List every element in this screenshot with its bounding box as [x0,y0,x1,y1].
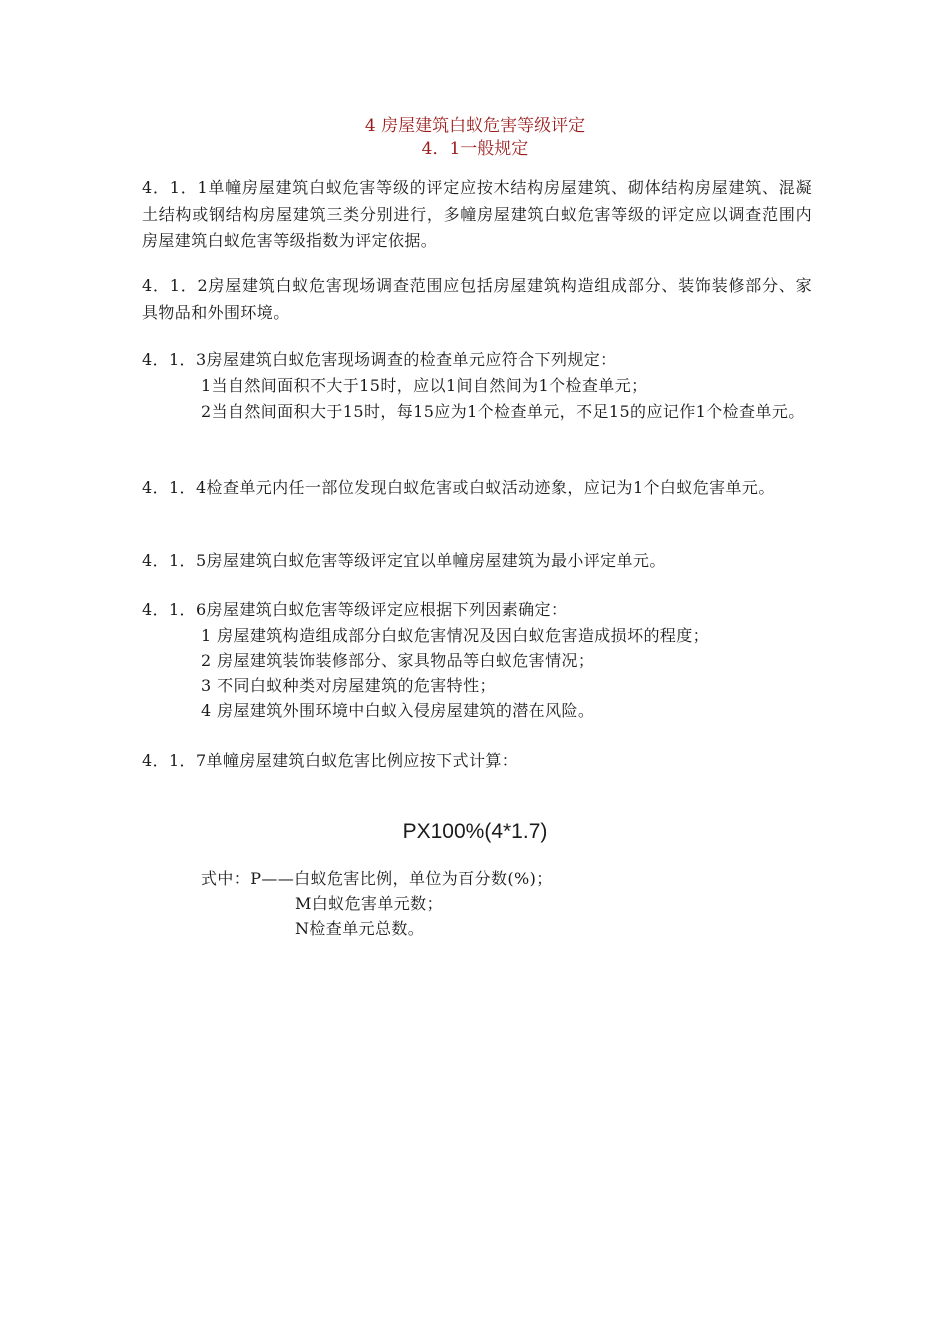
section-title: 4．1一般规定 [421,139,529,159]
clause-4-1-3: 4．1．3房屋建筑白蚁危害现场调查的检查单元应符合下列规定： [142,350,617,369]
clause-4-1-1: 4．1．1单幢房屋建筑白蚁危害等级的评定应按木结构房屋建筑、砌体结构房屋建筑、混凝土结构或钢结构房屋建筑三类分别进行，多幢房屋建筑白蚁危害等级的评定应以调查范围内房屋建筑白蚁危害等级指数为评定依据。 [142,178,812,250]
formula: PX100%(4*1.7) [402,820,548,843]
clause-4-1-6: 4．1．6房屋建筑白蚁危害等级评定应根据下列因素确定： [142,600,568,619]
clause-4-1-7: 4．1．7单幢房屋建筑白蚁危害比例应按下式计算： [142,751,519,770]
clause-4-1-6-item-3: 3 不同白蚁种类对房屋建筑的危害特性； [201,676,496,695]
clause-4-1-5: 4．1．5房屋建筑白蚁危害等级评定宜以单幢房屋建筑为最小评定单元。 [142,551,666,570]
clause-4-1-6-item-1: 1 房屋建筑构造组成部分白蚁危害情况及因白蚁危害造成损坏的程度； [201,626,710,645]
clause-4-1-6-item-4: 4 房屋建筑外围环境中白蚁入侵房屋建筑的潜在风险。 [201,701,595,720]
clause-4-1-3-item-2: 2当自然间面积大于15时，每15应为1个检查单元，不足15的应记作1个检查单元。 [201,402,805,421]
legend-p: 式中：P——白蚁危害比例，单位为百分数(%)； [201,869,553,888]
legend-m: M白蚁危害单元数； [295,894,443,913]
clause-4-1-3-item-1: 1当自然间面积不大于15时，应以1间自然间为1个检查单元； [201,376,648,395]
chapter-title: 4 房屋建筑白蚁危害等级评定 [364,116,586,136]
clause-4-1-4: 4．1．4检查单元内任一部位发现白蚁危害或白蚁活动迹象，应记为1个白蚁危害单元。 [142,478,775,497]
legend-n: N检查单元总数。 [295,919,425,938]
clause-4-1-6-item-2: 2 房屋建筑装饰装修部分、家具物品等白蚁危害情况； [201,651,595,670]
clause-4-1-2: 4．1．2房屋建筑白蚁危害现场调查范围应包括房屋建筑构造组成部分、装饰装修部分、家具物品和外围环境。 [142,276,812,322]
